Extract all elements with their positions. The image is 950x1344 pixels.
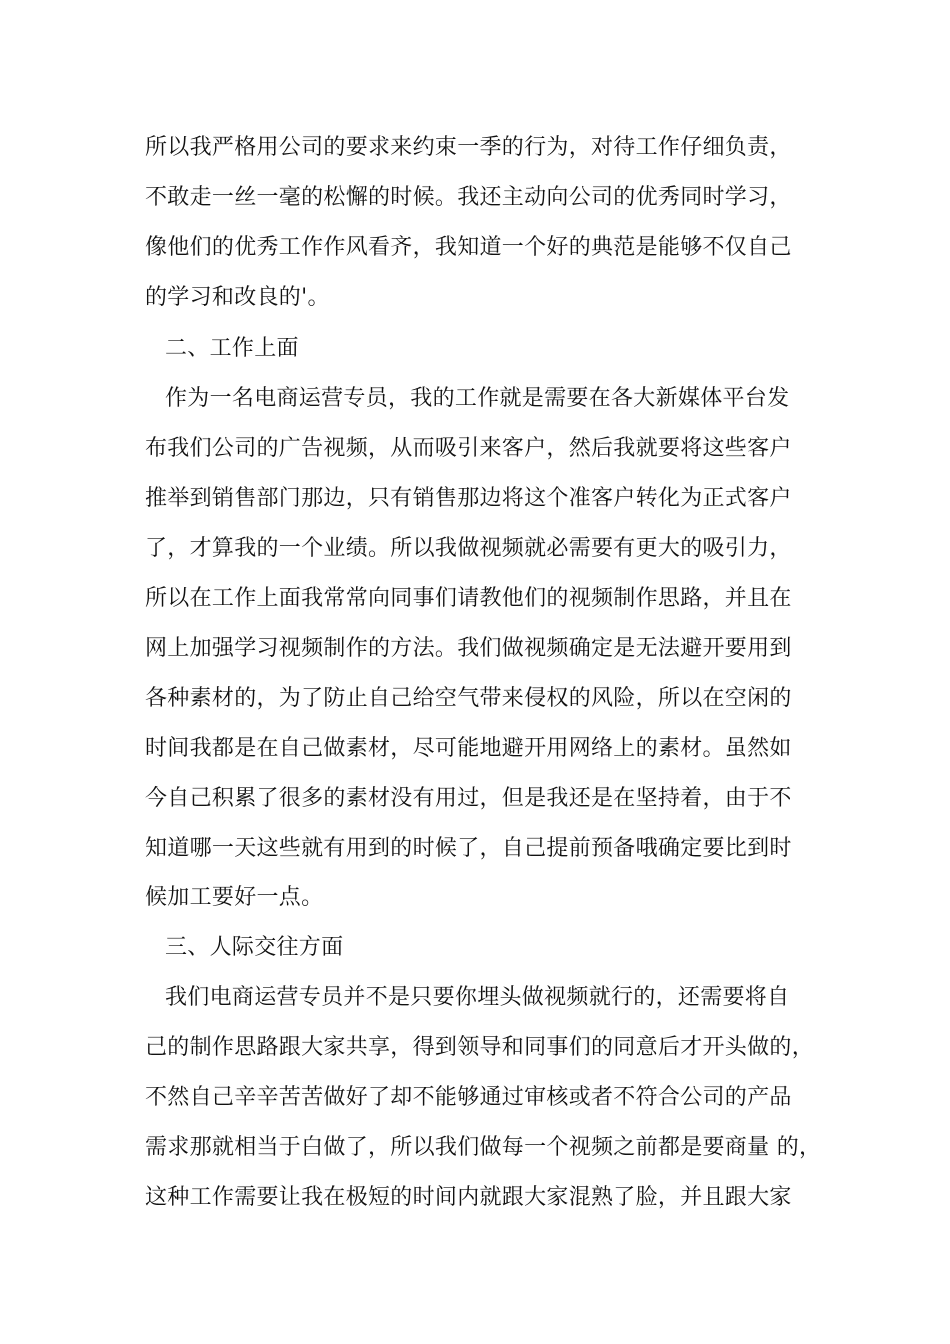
text-line: 候加工要好一点。 <box>145 885 324 910</box>
text-line: 今自己积累了很多的素材没有用过，但是我还是在坚持着，由于不 <box>145 786 792 811</box>
text-line: 布我们公司的广告视频，从而吸引来客户，然后我就要将这些客户 <box>145 436 792 461</box>
text-line: 像他们的优秀工作作风看齐，我知道一个好的典范是能够不仅自己 <box>145 235 792 260</box>
text-line: 需求那就相当于白做了，所以我们做每一个视频之前都是要商量 的， <box>145 1135 822 1160</box>
section-heading: 三、人际交往方面 <box>165 935 344 960</box>
text-line: 所以在工作上面我常常向同事们请教他们的视频制作思路，并且在 <box>145 586 792 611</box>
text-line: 时间我都是在自己做素材，尽可能地避开用网络上的素材。虽然如 <box>145 736 792 761</box>
text-line: 知道哪一天这些就有用到的时候了，自己提前预备哦确定要比到时 <box>145 836 792 861</box>
text-line: 各种素材的，为了防止自己给空气带来侵权的风险，所以在空闲的 <box>145 686 792 711</box>
section-heading: 二、工作上面 <box>165 336 299 361</box>
text-line: 网上加强学习视频制作的方法。我们做视频确定是无法避开要用到 <box>145 636 792 661</box>
text-line: 己的制作思路跟大家共享，得到领导和同事们的同意后才开头做的， <box>145 1035 815 1060</box>
text-line: 不然自己辛辛苦苦做好了却不能够通过审核或者不符合公司的产品 <box>145 1085 792 1110</box>
text-line: 的学习和改良的'。 <box>145 285 330 310</box>
text-line: 推举到销售部门那边，只有销售那边将这个准客户转化为正式客户 <box>145 486 792 511</box>
text-line: 这种工作需要让我在极短的时间内就跟大家混熟了脸，并且跟大家 <box>145 1185 792 1210</box>
text-line: 我们电商运营专员并不是只要你埋头做视频就行的，还需要将自 <box>165 985 790 1010</box>
text-line: 作为一名电商运营专员，我的工作就是需要在各大新媒体平台发 <box>165 386 790 411</box>
text-line: 了，才算我的一个业绩。所以我做视频就必需要有更大的吸引力， <box>145 536 792 561</box>
text-line: 不敢走一丝一毫的松懈的时候。我还主动向公司的优秀同时学习， <box>145 185 792 210</box>
text-line: 所以我严格用公司的要求来约束一季的行为，对待工作仔细负责， <box>145 135 792 160</box>
